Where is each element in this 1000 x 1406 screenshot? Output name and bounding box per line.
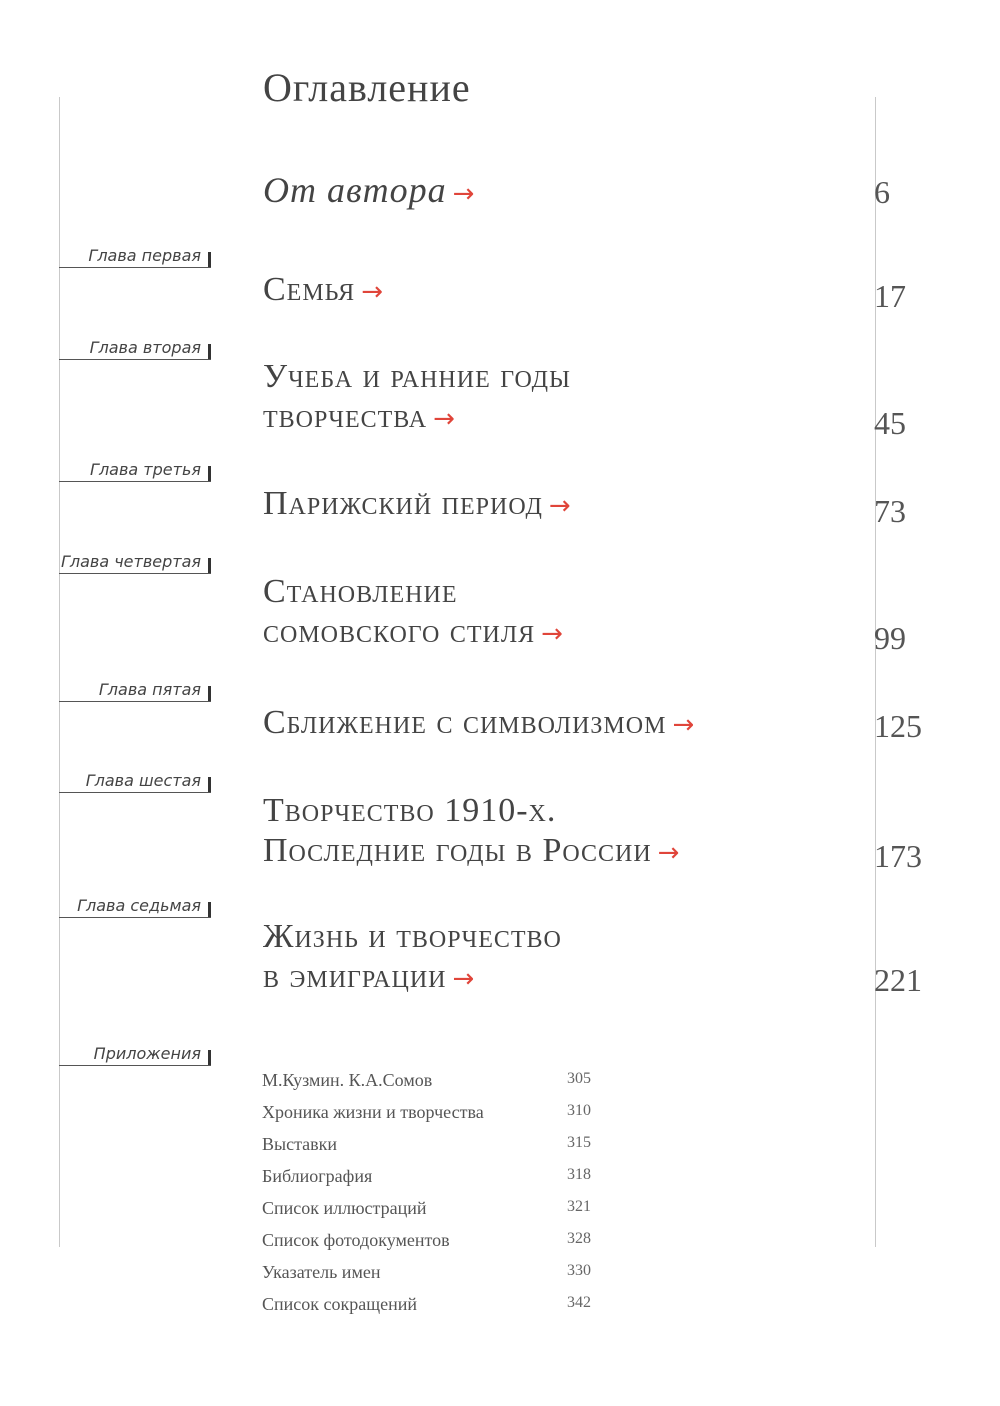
marker-bar-icon xyxy=(208,344,211,359)
entry-title: Парижский период xyxy=(263,485,543,522)
page-number: 6 xyxy=(874,174,890,210)
appendix-item[interactable]: Список иллюстраций 321 xyxy=(262,1198,591,1218)
entry-title: От автора xyxy=(263,170,447,210)
page-number: 221 xyxy=(874,962,922,998)
chapter-label: Глава пятая xyxy=(59,677,211,702)
chapter-label: Глава вторая xyxy=(59,335,211,360)
appendix-item[interactable]: М.Кузмин. К.А.Сомов 305 xyxy=(262,1070,591,1090)
marker-bar-icon xyxy=(208,466,211,481)
chapter-label: Глава седьмая xyxy=(59,893,211,918)
arrow-right-icon: → xyxy=(672,710,696,740)
chapter-label: Глава третья xyxy=(59,457,211,482)
marker-bar-icon xyxy=(208,1050,211,1065)
toc-entry-foreword[interactable] xyxy=(263,170,475,214)
arrow-right-icon: → xyxy=(452,179,476,209)
page-number: 45 xyxy=(874,405,906,441)
toc-entry-chapter-4[interactable] xyxy=(263,572,564,654)
right-margin-rule xyxy=(875,97,876,1247)
chapter-label: Глава первая xyxy=(59,243,211,268)
page-title: Оглавление xyxy=(263,65,471,110)
marker-bar-icon xyxy=(208,777,211,792)
marker-bar-icon xyxy=(208,902,211,917)
toc-entry-chapter-5[interactable] xyxy=(263,703,695,745)
arrow-right-icon: → xyxy=(452,964,476,994)
appendix-item[interactable]: Хроника жизни и творчества 310 xyxy=(262,1102,591,1122)
entry-title-line: сомовского стиля xyxy=(263,613,536,650)
toc-entry-chapter-7[interactable] xyxy=(263,917,562,999)
page-number: 99 xyxy=(874,620,906,656)
arrow-right-icon: → xyxy=(541,619,564,649)
arrow-right-icon: → xyxy=(548,491,572,521)
page-number: 73 xyxy=(874,493,906,529)
arrow-right-icon: → xyxy=(657,838,681,868)
toc-entry-chapter-1[interactable] xyxy=(263,270,384,312)
left-margin-rule xyxy=(59,97,60,1247)
chapter-label: Глава шестая xyxy=(59,768,211,793)
toc-entry-chapter-6[interactable] xyxy=(263,791,680,873)
arrow-right-icon: → xyxy=(433,404,456,434)
entry-title-line: в эмиграции xyxy=(263,958,447,995)
entry-title: Сближение с символизмом xyxy=(263,704,667,741)
appendix-item[interactable]: Указатель имен 330 xyxy=(262,1262,591,1282)
appendix-item[interactable]: Список сокращений 342 xyxy=(262,1294,591,1314)
entry-title-line: творчества xyxy=(263,398,428,435)
entry-title-line: Жизнь и творчество xyxy=(263,918,562,955)
chapter-label: Глава четвертая xyxy=(59,549,211,574)
entry-title-line: Учеба и ранние годы xyxy=(263,358,571,395)
appendix-item[interactable]: Выставки 315 xyxy=(262,1134,591,1154)
appendix-item[interactable]: Библиография 318 xyxy=(262,1166,591,1186)
arrow-right-icon: → xyxy=(361,277,384,307)
appendix-label: Приложения xyxy=(59,1041,211,1066)
marker-bar-icon xyxy=(208,252,211,267)
page-number: 17 xyxy=(874,278,906,314)
entry-title-line: Становление xyxy=(263,573,458,610)
appendix-item[interactable]: Список фотодокументов 328 xyxy=(262,1230,591,1250)
toc-entry-chapter-2[interactable] xyxy=(263,357,571,439)
marker-bar-icon xyxy=(208,686,211,701)
page-number: 173 xyxy=(874,838,922,874)
entry-title-line: Последние годы в России xyxy=(263,832,652,869)
entry-title: Семья xyxy=(263,271,356,308)
page-number: 125 xyxy=(874,708,922,744)
toc-entry-chapter-3[interactable] xyxy=(263,484,572,526)
marker-bar-icon xyxy=(208,558,211,573)
entry-title-line: Творчество 1910-х. xyxy=(263,792,557,829)
